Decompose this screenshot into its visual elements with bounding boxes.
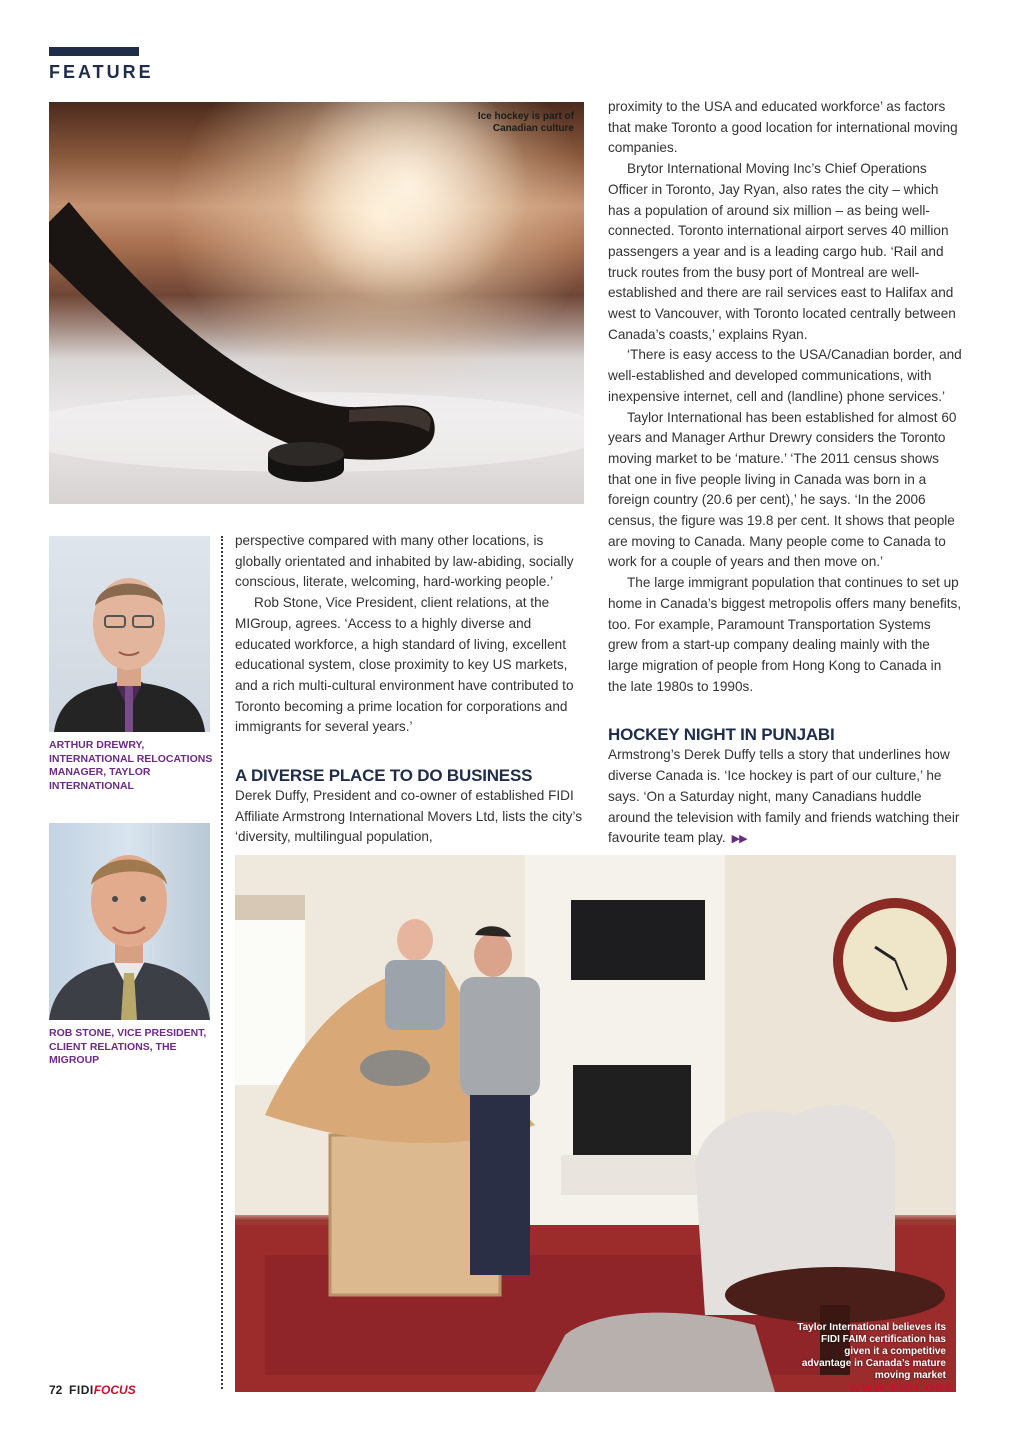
portrait-caption-rob-stone: ROB STONE, VICE PRESIDENT, CLIENT RELATIONS, THE MIGROUP bbox=[49, 1027, 207, 1066]
hockey-photo bbox=[49, 102, 584, 504]
page-number: 72 bbox=[49, 1383, 63, 1397]
footer-website-link[interactable]: WWW.FIDI.ORG bbox=[849, 1383, 956, 1395]
subheading-diverse-place: A DIVERSE PLACE TO DO BUSINESS bbox=[235, 766, 533, 786]
brand-focus: FOCUS bbox=[93, 1383, 136, 1397]
column-divider bbox=[221, 536, 223, 1389]
paragraph: ‘There is easy access to the USA/Canadian border, and well-established and developed communications, with inexpensive internet, cell and (landline) phone services.’ bbox=[608, 347, 962, 404]
continue-arrow-icon: ▶▶ bbox=[731, 833, 747, 846]
subheading-hockey-night: HOCKEY NIGHT IN PUNJABI bbox=[608, 725, 835, 745]
paragraph: proximity to the USA and educated workforce’ as factors that make Toronto a good location for international moving companies. bbox=[608, 99, 958, 156]
portrait-rob-stone bbox=[49, 823, 210, 1020]
room-photo-caption: Taylor International believes its FIDI FAIM certification has given it a competitive advantage in Canada’s mature moving market bbox=[797, 1322, 946, 1381]
paragraph-text: Armstrong’s Derek Duffy tells a story that underlines how diverse Canada is. ‘Ice hockey is part of our culture,’ he says. ‘On a Saturday night, many Canadians huddle around the television with family and friends watching their favourite team play. bbox=[608, 747, 960, 846]
portrait-caption-arthur-drewry: ARTHUR DREWRY, INTERNATIONAL RELOCATIONS MANAGER, TAYLOR INTERNATIONAL bbox=[49, 739, 213, 792]
person-illustration bbox=[49, 536, 210, 732]
section-rule bbox=[49, 47, 139, 56]
living-room-photo bbox=[235, 855, 956, 1392]
hockey-photo-caption: Ice hockey is part of Canadian culture bbox=[477, 111, 574, 134]
hockey-stick-illustration bbox=[49, 102, 584, 504]
paragraph bbox=[608, 745, 963, 850]
paragraph: Rob Stone, Vice President, client relations, at the MIGroup, agrees. ‘Access to a highly diverse and educated workforce, a high standard of living, excellent educational system, close proximity to key US markets, and a rich multi-cultural environment have contributed to Toronto becoming a prime location for corporations and immigrants for several years.’ bbox=[235, 595, 574, 735]
paragraph: Taylor International has been established for almost 60 years and Manager Arthur Drewry considers the Toronto moving market to be ‘mature.’ ‘The 2011 census shows that one in five people living in Canada was born in a foreign country (20.6 per cent),’ he says. ‘In the 2006 census, the figure was 19.8 per cent. It shows that people are moving to Canada. Many people come to Canada to work for a couple of years and then move on.’ bbox=[608, 409, 957, 570]
person-illustration bbox=[49, 823, 210, 1020]
living-room-illustration bbox=[235, 855, 956, 1392]
paragraph: Brytor International Moving Inc’s Chief Operations Officer in Toronto, Jay Ryan, also rates the city – which has a population of around six million – as being well-connected. Toronto international airport serves 40 million passengers a year and is a leading cargo hub. ‘Rail and truck routes from the busy port of Montreal are well-established and there are rail services east to Halifax and west to Vancouver, with Toronto located centrally between Canada’s coasts,’ explains Ryan. bbox=[608, 161, 956, 342]
footer-page-info bbox=[49, 1383, 136, 1397]
paragraph: The large immigrant population that continues to set up home in Canada’s biggest metropolis offers many benefits, too. For example, Paramount Transportation Systems grew from a start-up company dealing mainly with the large migration of people from Hong Kong to Canada in the late 1980s to 1990s. bbox=[608, 575, 962, 694]
brand-fidi: FIDI bbox=[69, 1383, 94, 1397]
paragraph: Derek Duffy, President and co-owner of established FIDI Affiliate Armstrong International Movers Ltd, lists the city’s ‘diversity, multilingual population, bbox=[235, 788, 583, 845]
portrait-arthur-drewry bbox=[49, 536, 210, 732]
article-column-middle bbox=[235, 531, 590, 848]
article-column-right bbox=[608, 97, 963, 850]
section-label: FEATURE bbox=[49, 62, 154, 82]
paragraph: perspective compared with many other locations, is globally orientated and inhabited by law-abiding, socially conscious, literate, welcoming, hard-working people.’ bbox=[235, 533, 574, 590]
